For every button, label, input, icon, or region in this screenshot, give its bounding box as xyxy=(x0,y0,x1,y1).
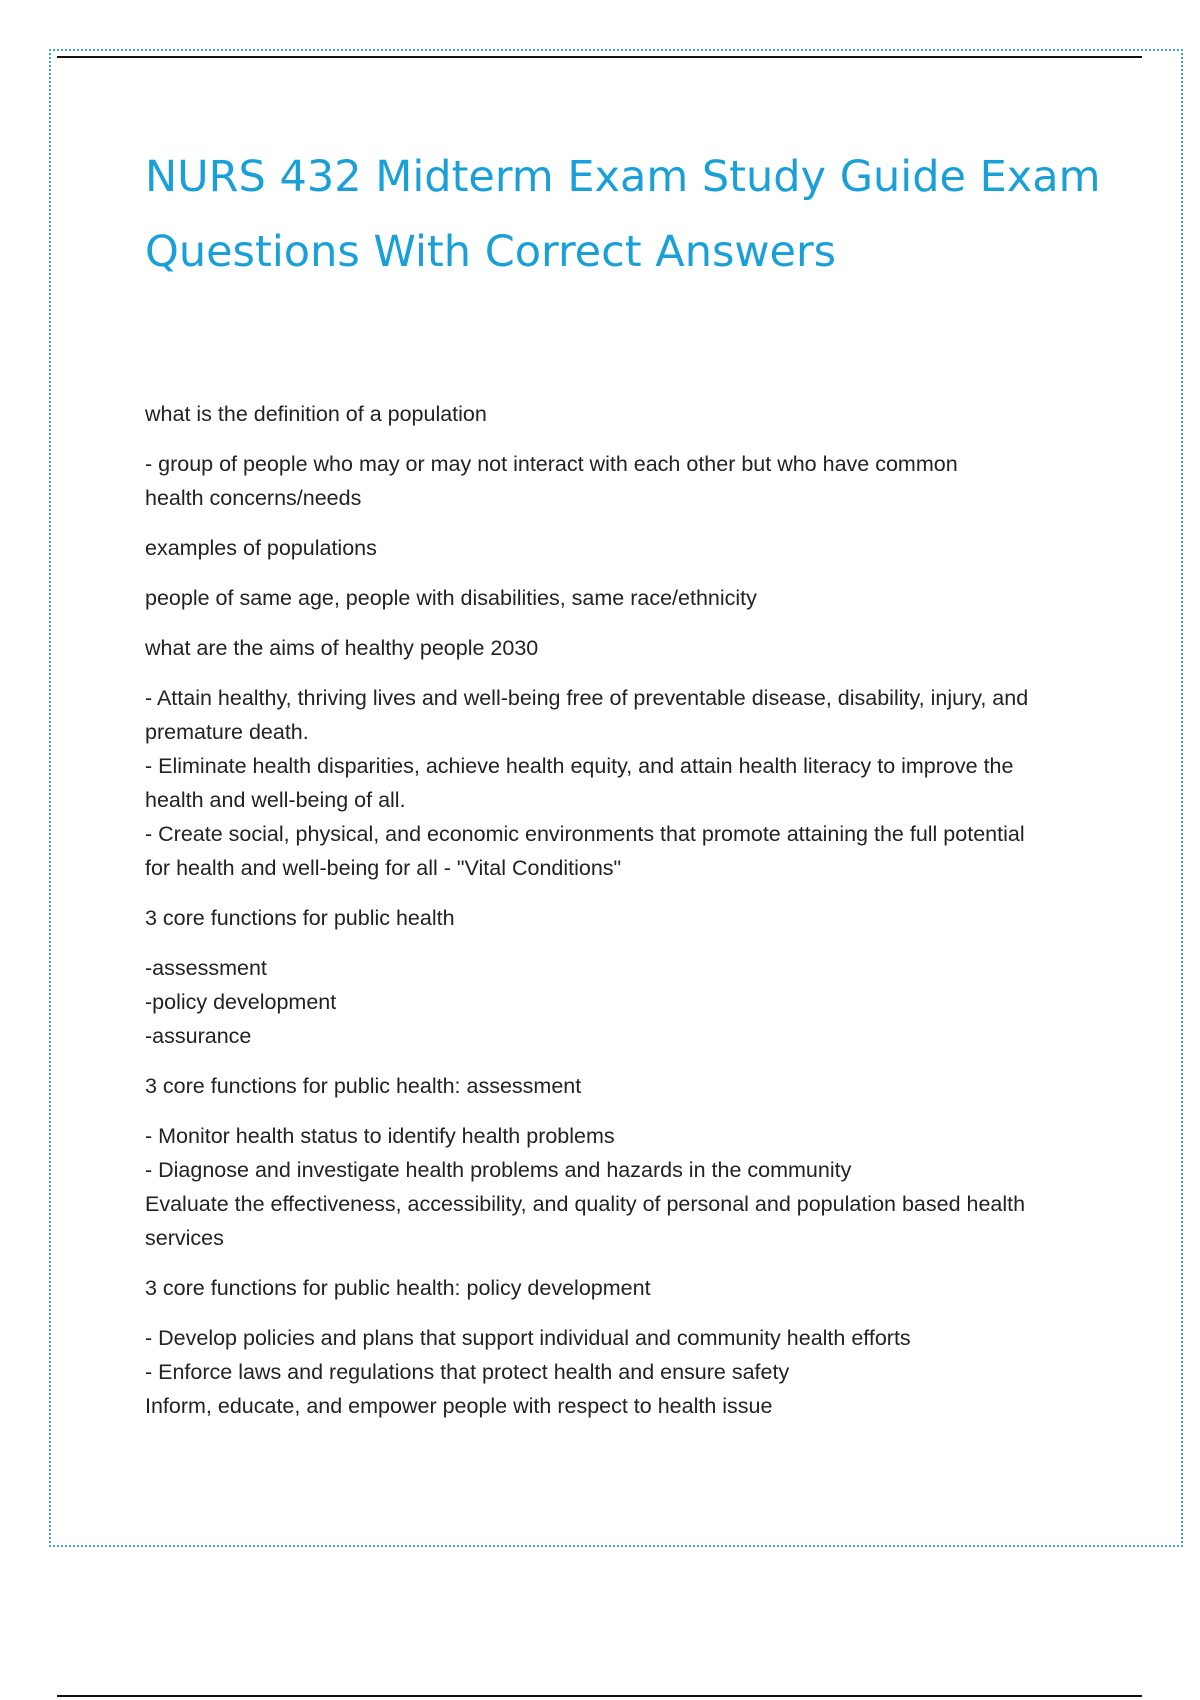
question-population-definition: what is the definition of a population xyxy=(145,402,487,426)
question-assessment: 3 core functions for public health: assessment xyxy=(145,1074,582,1098)
answer-policy-development: - Develop policies and plans that support individual and community health efforts - Enforce laws and regulations that protect health and ensure safety Inform, educate, and empower people with respect to health issue xyxy=(145,1326,911,1418)
study-guide-body xyxy=(145,397,1095,1439)
document-title: NURS 432 Midterm Exam Study Guide Exam Questions With Correct Answers xyxy=(145,152,1101,277)
top-rule xyxy=(57,56,1142,58)
question-population-examples: examples of populations xyxy=(145,536,377,560)
question-policy-development: 3 core functions for public health: policy development xyxy=(145,1276,651,1300)
answer-assessment: - Monitor health status to identify health problems - Diagnose and investigate health problems and hazards in the community Evaluate the effectiveness, accessibility, and quality of personal and population based health services xyxy=(145,1124,1026,1250)
question-core-functions: 3 core functions for public health xyxy=(145,906,455,930)
question-healthy-people-aims: what are the aims of healthy people 2030 xyxy=(145,636,539,660)
bottom-rule xyxy=(57,1695,1142,1697)
answer-healthy-people-aims: - Attain healthy, thriving lives and well-being free of preventable disease, disability, injury, and premature death. - Eliminate health disparities, achieve health equity, and attain health literacy to improve the health and well-being of all. - Create social, physical, and economic environments that promote attaining the full potential for health and well-being for all - "Vital Conditions" xyxy=(145,686,1029,880)
answer-population-definition: - group of people who may or may not interact with each other but who have common health concerns/needs xyxy=(145,452,958,510)
answer-core-functions: -assessment -policy development -assurance xyxy=(145,956,337,1048)
answer-population-examples: people of same age, people with disabilities, same race/ethnicity xyxy=(145,586,757,610)
